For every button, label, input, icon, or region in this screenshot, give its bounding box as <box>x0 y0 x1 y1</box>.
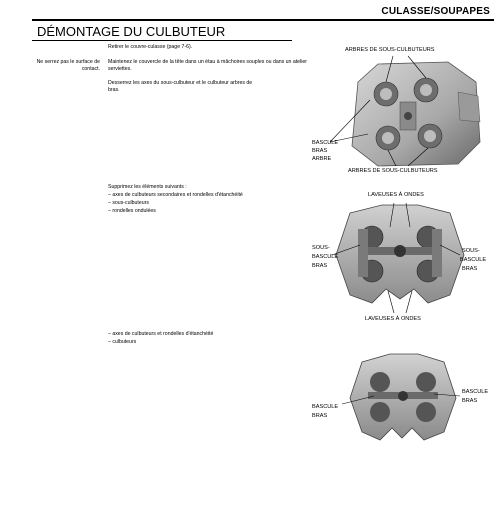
fig2-label-bottom: LAVEUSES À ONDES <box>365 316 421 322</box>
fig3-label-left-2: BRAS <box>312 413 328 419</box>
list-item: – rondelles ondulées <box>108 208 156 214</box>
fig1-label-left-3: ARBRE <box>312 156 332 162</box>
header-rule <box>32 19 494 21</box>
list-item: – axes de culbuteurs secondaires et rondelles d'étanchéité <box>108 192 243 198</box>
fig2-label-left-3: BRAS <box>312 263 328 269</box>
fig3-label-right-2: BRAS <box>462 398 478 404</box>
list-item: – sous-culbuteurs <box>108 200 149 206</box>
fig2-label-right-2: BASCULE <box>460 257 487 263</box>
section-header: CULASSE/SOUPAPES <box>381 6 490 17</box>
fig2-label-left-1: SOUS- <box>312 245 330 251</box>
cylinder-head-photo-3 <box>338 348 468 448</box>
page-title: DÉMONTAGE DU CULBUTEUR <box>37 24 226 39</box>
fig2-label-right-1: SOUS- <box>462 248 480 254</box>
loosen-instruction-text: Desserrez les axes du sous-culbuteur et le culbuteur arbres de bras. <box>108 80 253 93</box>
fig2-label-right-3: BRAS <box>462 266 478 272</box>
fig1-label-bottom: ARBRES DE SOUS-CULBUTEURS <box>348 168 438 174</box>
fig2-label-top: LAVEUSES À ONDES <box>368 192 424 198</box>
fig3-label-right-1: BASCULE <box>462 389 489 395</box>
vice-instruction-text: Maintenez le couvercle de la tête dans un étau à mâchoires souples ou dans un atelier serviettes. <box>108 59 307 72</box>
cylinder-head-photo-1 <box>308 42 496 178</box>
list-item: – axes de culbuteurs et rondelles d'étanchéité <box>108 331 214 337</box>
fig1-label-left-2: BRAS <box>312 148 328 154</box>
fig1-label-top: ARBRES DE SOUS-CULBUTEURS <box>345 47 435 53</box>
title-underline <box>32 40 292 41</box>
fig1-label-left-1: BASCULE <box>312 140 339 146</box>
fig3-label-left-1: BASCULE <box>312 404 339 410</box>
list-item: – culbuteurs <box>108 339 137 345</box>
fig2-label-left-2: BASCULE <box>312 254 339 260</box>
remove-cover-text: Retirer le couvre-culasse (page 7-6). <box>108 44 193 50</box>
remove-list-intro: Supprimez les éléments suivants : <box>108 184 187 190</box>
note-label: Ne serrez pas le surface de contact. <box>36 59 100 72</box>
